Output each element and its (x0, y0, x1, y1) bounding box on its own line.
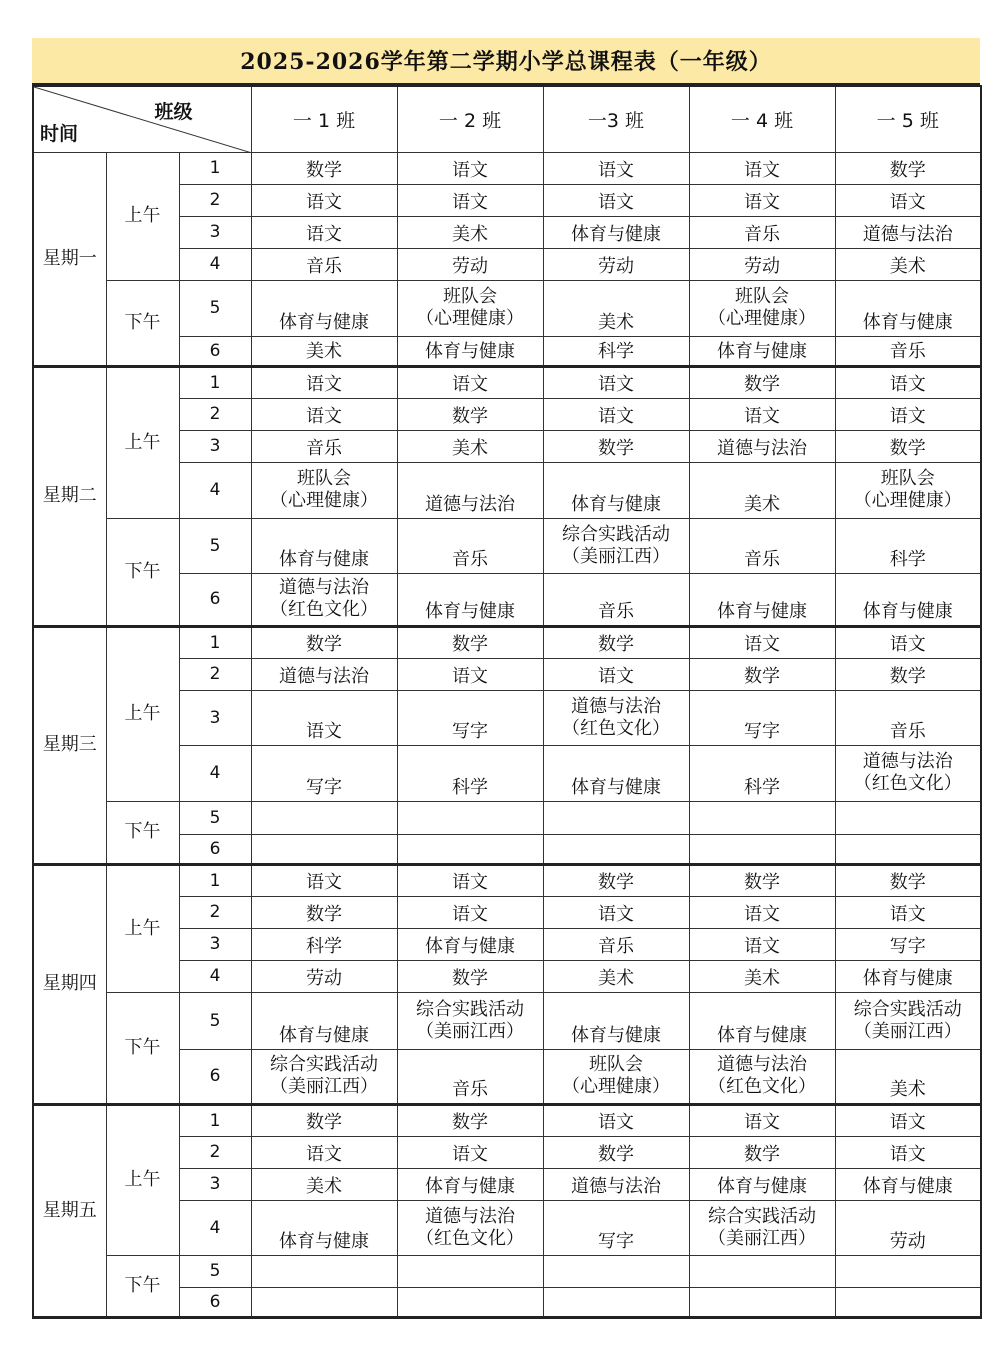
subject-cell: 数学 (689, 366, 835, 398)
table-row (33, 366, 981, 398)
subject-cell: 语文 (689, 184, 835, 216)
subject-cell: 语文 (251, 398, 397, 430)
subject-cell: 语文 (689, 626, 835, 658)
table-row (33, 626, 981, 658)
subject-cell: 语文 (689, 152, 835, 184)
subject-subtitle: （红色文化） (708, 1076, 816, 1097)
subject-cell: 语文 (397, 366, 543, 398)
corner-header (33, 86, 251, 152)
period-number: 4 (179, 745, 251, 801)
subject-cell: 体育与健康 (543, 992, 689, 1049)
subject-cell: 写字 (543, 1200, 689, 1255)
day-label: 星期三 (33, 626, 106, 864)
subject-line: 班队会 (880, 468, 935, 489)
subject-cell (251, 462, 397, 518)
morning-label: 上午 (106, 366, 179, 518)
subject-cell (543, 518, 689, 573)
class-axis-label: 班级 (154, 101, 193, 123)
subject-cell: 体育与健康 (543, 745, 689, 801)
subject-cell: 劳动 (397, 248, 543, 280)
afternoon-label: 下午 (106, 992, 179, 1104)
subject-subtitle: （心理健康） (853, 490, 962, 511)
afternoon-label: 下午 (106, 801, 179, 864)
period-number: 1 (179, 366, 251, 398)
table-row (33, 518, 981, 573)
period-number: 1 (179, 1104, 251, 1136)
subject-line: 综合实践活动 (708, 1205, 816, 1227)
subject-cell (543, 1049, 689, 1104)
subject-cell: 音乐 (835, 690, 981, 745)
subject-cell (251, 573, 397, 626)
subject-subtitle: （美丽江西） (270, 1076, 378, 1097)
subject-cell: 语文 (835, 366, 981, 398)
subject-subtitle: （红色文化） (416, 1227, 524, 1249)
subject-subtitle: （美丽江西） (562, 545, 670, 567)
subject-cell: 道德与法治 (397, 462, 543, 518)
subject-line: 班队会 (589, 1054, 643, 1075)
subject-cell: 语文 (397, 152, 543, 184)
subject-cell (689, 801, 835, 834)
subject-cell: 美术 (397, 430, 543, 462)
subject-cell: 劳动 (251, 960, 397, 992)
subject-cell: 数学 (835, 152, 981, 184)
subject-cell: 劳动 (689, 248, 835, 280)
subject-cell: 科学 (251, 928, 397, 960)
subject-cell (543, 1255, 689, 1287)
afternoon-label: 下午 (106, 1255, 179, 1317)
day-label: 星期五 (33, 1104, 106, 1317)
subject-cell: 数学 (251, 152, 397, 184)
subject-subtitle: （心理健康） (708, 308, 816, 329)
subject-cell: 语文 (397, 896, 543, 928)
subject-cell (397, 280, 543, 336)
period-number: 4 (179, 1200, 251, 1255)
class-header: 一 4 班 (689, 86, 835, 152)
subject-cell: 体育与健康 (251, 280, 397, 336)
page-title: 2025-2026学年第二学期小学总课程表（一年级） (32, 38, 980, 85)
period-number: 6 (179, 1287, 251, 1317)
subject-cell: 道德与法治 (689, 430, 835, 462)
class-header: 一 2 班 (397, 86, 543, 152)
period-number: 1 (179, 626, 251, 658)
subject-cell: 数学 (835, 864, 981, 896)
subject-cell: 体育与健康 (689, 336, 835, 366)
subject-cell: 语文 (835, 184, 981, 216)
subject-cell (689, 1287, 835, 1317)
subject-cell: 美术 (689, 960, 835, 992)
table-row (33, 1104, 981, 1136)
class-header: 一 5 班 (835, 86, 981, 152)
period-number: 2 (179, 1136, 251, 1168)
subject-cell: 音乐 (835, 336, 981, 366)
subject-cell (397, 834, 543, 864)
subject-cell: 劳动 (835, 1200, 981, 1255)
subject-cell: 体育与健康 (835, 573, 981, 626)
subject-cell: 道德与法治 (251, 658, 397, 690)
subject-cell (543, 690, 689, 745)
period-number: 5 (179, 518, 251, 573)
subject-cell: 语文 (397, 658, 543, 690)
subject-subtitle: （红色文化） (270, 599, 378, 620)
subject-cell: 体育与健康 (543, 216, 689, 248)
subject-cell: 体育与健康 (689, 992, 835, 1049)
subject-cell (835, 992, 981, 1049)
period-number: 3 (179, 690, 251, 745)
period-number: 4 (179, 248, 251, 280)
subject-cell: 美术 (835, 1049, 981, 1104)
subject-cell: 体育与健康 (397, 1168, 543, 1200)
period-number: 2 (179, 184, 251, 216)
subject-cell: 美术 (835, 248, 981, 280)
subject-line: 道德与法治 (571, 695, 661, 717)
table-row (33, 152, 981, 184)
subject-cell (251, 1049, 397, 1104)
subject-cell (251, 801, 397, 834)
subject-cell: 体育与健康 (397, 928, 543, 960)
subject-cell: 语文 (543, 658, 689, 690)
period-number: 6 (179, 573, 251, 626)
period-number: 6 (179, 1049, 251, 1104)
subject-cell: 体育与健康 (251, 518, 397, 573)
period-number: 3 (179, 928, 251, 960)
time-axis-label: 时间 (40, 122, 79, 145)
period-number: 5 (179, 1255, 251, 1287)
period-number: 5 (179, 280, 251, 336)
subject-cell: 数学 (397, 398, 543, 430)
subject-cell: 体育与健康 (835, 280, 981, 336)
subject-cell (689, 280, 835, 336)
subject-line: 班队会 (735, 286, 789, 307)
subject-cell: 写字 (689, 690, 835, 745)
subject-line: 综合实践活动 (416, 998, 524, 1020)
subject-cell: 写字 (397, 690, 543, 745)
schedule-sheet (32, 38, 980, 1319)
subject-cell: 音乐 (397, 518, 543, 573)
subject-cell: 体育与健康 (251, 992, 397, 1049)
day-label: 星期二 (33, 366, 106, 626)
subject-cell: 美术 (543, 960, 689, 992)
subject-cell: 数学 (543, 430, 689, 462)
subject-cell: 数学 (251, 626, 397, 658)
subject-cell: 音乐 (397, 1049, 543, 1104)
subject-cell: 道德与法治 (543, 1168, 689, 1200)
subject-cell: 语文 (835, 398, 981, 430)
class-header: 一 1 班 (251, 86, 397, 152)
period-number: 6 (179, 834, 251, 864)
period-number: 5 (179, 801, 251, 834)
subject-cell: 体育与健康 (689, 573, 835, 626)
period-number: 2 (179, 658, 251, 690)
subject-cell (835, 1287, 981, 1317)
subject-cell: 数学 (543, 1136, 689, 1168)
subject-line: 道德与法治 (279, 577, 369, 598)
subject-cell: 数学 (543, 864, 689, 896)
subject-cell: 体育与健康 (543, 462, 689, 518)
subject-cell: 数学 (397, 626, 543, 658)
subject-cell (397, 1255, 543, 1287)
subject-cell: 写字 (251, 745, 397, 801)
subject-cell: 体育与健康 (397, 336, 543, 366)
subject-cell: 科学 (543, 336, 689, 366)
subject-cell: 语文 (835, 626, 981, 658)
subject-cell: 体育与健康 (397, 573, 543, 626)
subject-cell: 语文 (397, 184, 543, 216)
subject-line: 道德与法治 (425, 1205, 515, 1227)
period-number: 4 (179, 960, 251, 992)
subject-cell: 语文 (543, 1104, 689, 1136)
subject-cell (251, 1287, 397, 1317)
subject-cell (689, 834, 835, 864)
subject-cell: 语文 (835, 1136, 981, 1168)
subject-subtitle: （美丽江西） (416, 1020, 524, 1042)
afternoon-label: 下午 (106, 518, 179, 626)
subject-cell (835, 801, 981, 834)
subject-subtitle: （红色文化） (562, 717, 670, 739)
subject-cell: 语文 (251, 216, 397, 248)
subject-cell (397, 1200, 543, 1255)
table-row (33, 1255, 981, 1287)
period-number: 2 (179, 896, 251, 928)
subject-cell (397, 1287, 543, 1317)
afternoon-label: 下午 (106, 280, 179, 366)
period-number: 3 (179, 216, 251, 248)
period-number: 3 (179, 430, 251, 462)
subject-subtitle: （心理健康） (416, 308, 524, 329)
subject-cell: 数学 (543, 626, 689, 658)
subject-cell: 科学 (835, 518, 981, 573)
period-number: 6 (179, 336, 251, 366)
day-label: 星期一 (33, 152, 106, 366)
subject-line: 综合实践活动 (562, 523, 670, 545)
subject-cell (835, 745, 981, 801)
subject-cell: 体育与健康 (251, 1200, 397, 1255)
subject-cell: 体育与健康 (689, 1168, 835, 1200)
subject-cell (689, 1255, 835, 1287)
subject-cell: 数学 (251, 1104, 397, 1136)
subject-cell: 美术 (689, 462, 835, 518)
subject-cell: 语文 (543, 184, 689, 216)
subject-cell: 语文 (543, 366, 689, 398)
subject-cell: 语文 (251, 1136, 397, 1168)
subject-cell: 数学 (689, 658, 835, 690)
subject-subtitle: （美丽江西） (708, 1227, 816, 1249)
table-row (33, 280, 981, 336)
subject-cell: 劳动 (543, 248, 689, 280)
subject-cell: 道德与法治 (835, 216, 981, 248)
subject-subtitle: （红色文化） (853, 773, 962, 794)
subject-cell: 音乐 (251, 430, 397, 462)
subject-cell: 语文 (543, 398, 689, 430)
subject-cell (835, 1255, 981, 1287)
subject-cell: 美术 (543, 280, 689, 336)
subject-line: 综合实践活动 (853, 998, 962, 1020)
subject-cell: 写字 (835, 928, 981, 960)
subject-cell: 体育与健康 (835, 960, 981, 992)
subject-cell: 音乐 (689, 216, 835, 248)
subject-line: 道德与法治 (717, 1054, 807, 1075)
subject-cell: 科学 (689, 745, 835, 801)
period-number: 3 (179, 1168, 251, 1200)
morning-label: 上午 (106, 626, 179, 801)
subject-cell: 数学 (251, 896, 397, 928)
subject-line: 综合实践活动 (270, 1054, 378, 1075)
schedule-table (32, 85, 982, 1319)
subject-cell: 语文 (251, 690, 397, 745)
period-number: 4 (179, 462, 251, 518)
subject-cell: 语文 (543, 896, 689, 928)
subject-cell (251, 834, 397, 864)
morning-label: 上午 (106, 152, 179, 280)
subject-cell: 音乐 (689, 518, 835, 573)
subject-cell: 数学 (835, 658, 981, 690)
period-number: 1 (179, 864, 251, 896)
subject-cell (689, 1049, 835, 1104)
period-number: 2 (179, 398, 251, 430)
subject-cell (543, 801, 689, 834)
class-header: 一3 班 (543, 86, 689, 152)
subject-cell: 美术 (251, 336, 397, 366)
subject-cell: 数学 (835, 430, 981, 462)
subject-cell (835, 834, 981, 864)
subject-subtitle: （心理健康） (270, 490, 378, 511)
subject-cell: 科学 (397, 745, 543, 801)
subject-line: 班队会 (443, 286, 497, 307)
period-number: 5 (179, 992, 251, 1049)
subject-subtitle: （美丽江西） (853, 1020, 962, 1042)
subject-cell: 语文 (251, 864, 397, 896)
subject-cell: 语文 (397, 864, 543, 896)
table-row (33, 801, 981, 834)
subject-line: 班队会 (297, 468, 351, 489)
subject-cell: 音乐 (251, 248, 397, 280)
subject-cell (543, 1287, 689, 1317)
subject-line: 道德与法治 (862, 751, 953, 772)
subject-cell: 语文 (689, 398, 835, 430)
subject-cell: 音乐 (543, 573, 689, 626)
subject-cell (397, 801, 543, 834)
subject-cell: 数学 (397, 960, 543, 992)
subject-cell: 语文 (835, 896, 981, 928)
subject-cell (835, 462, 981, 518)
subject-cell: 数学 (689, 1136, 835, 1168)
subject-cell: 语文 (543, 152, 689, 184)
subject-cell (397, 992, 543, 1049)
subject-cell: 数学 (689, 864, 835, 896)
subject-cell: 语文 (689, 896, 835, 928)
subject-cell: 语文 (835, 1104, 981, 1136)
table-row (33, 992, 981, 1049)
subject-subtitle: （心理健康） (562, 1076, 670, 1097)
subject-cell: 美术 (251, 1168, 397, 1200)
subject-cell: 数学 (397, 1104, 543, 1136)
subject-cell: 体育与健康 (835, 1168, 981, 1200)
subject-cell (543, 834, 689, 864)
subject-cell (251, 1255, 397, 1287)
morning-label: 上午 (106, 1104, 179, 1255)
subject-cell: 美术 (397, 216, 543, 248)
period-number: 1 (179, 152, 251, 184)
subject-cell: 语文 (397, 1136, 543, 1168)
subject-cell (689, 1200, 835, 1255)
morning-label: 上午 (106, 864, 179, 992)
subject-cell: 语文 (251, 184, 397, 216)
subject-cell: 音乐 (543, 928, 689, 960)
subject-cell: 语文 (251, 366, 397, 398)
day-label: 星期四 (33, 864, 106, 1104)
subject-cell: 语文 (689, 928, 835, 960)
subject-cell: 语文 (689, 1104, 835, 1136)
header-row (33, 86, 981, 152)
table-row (33, 864, 981, 896)
